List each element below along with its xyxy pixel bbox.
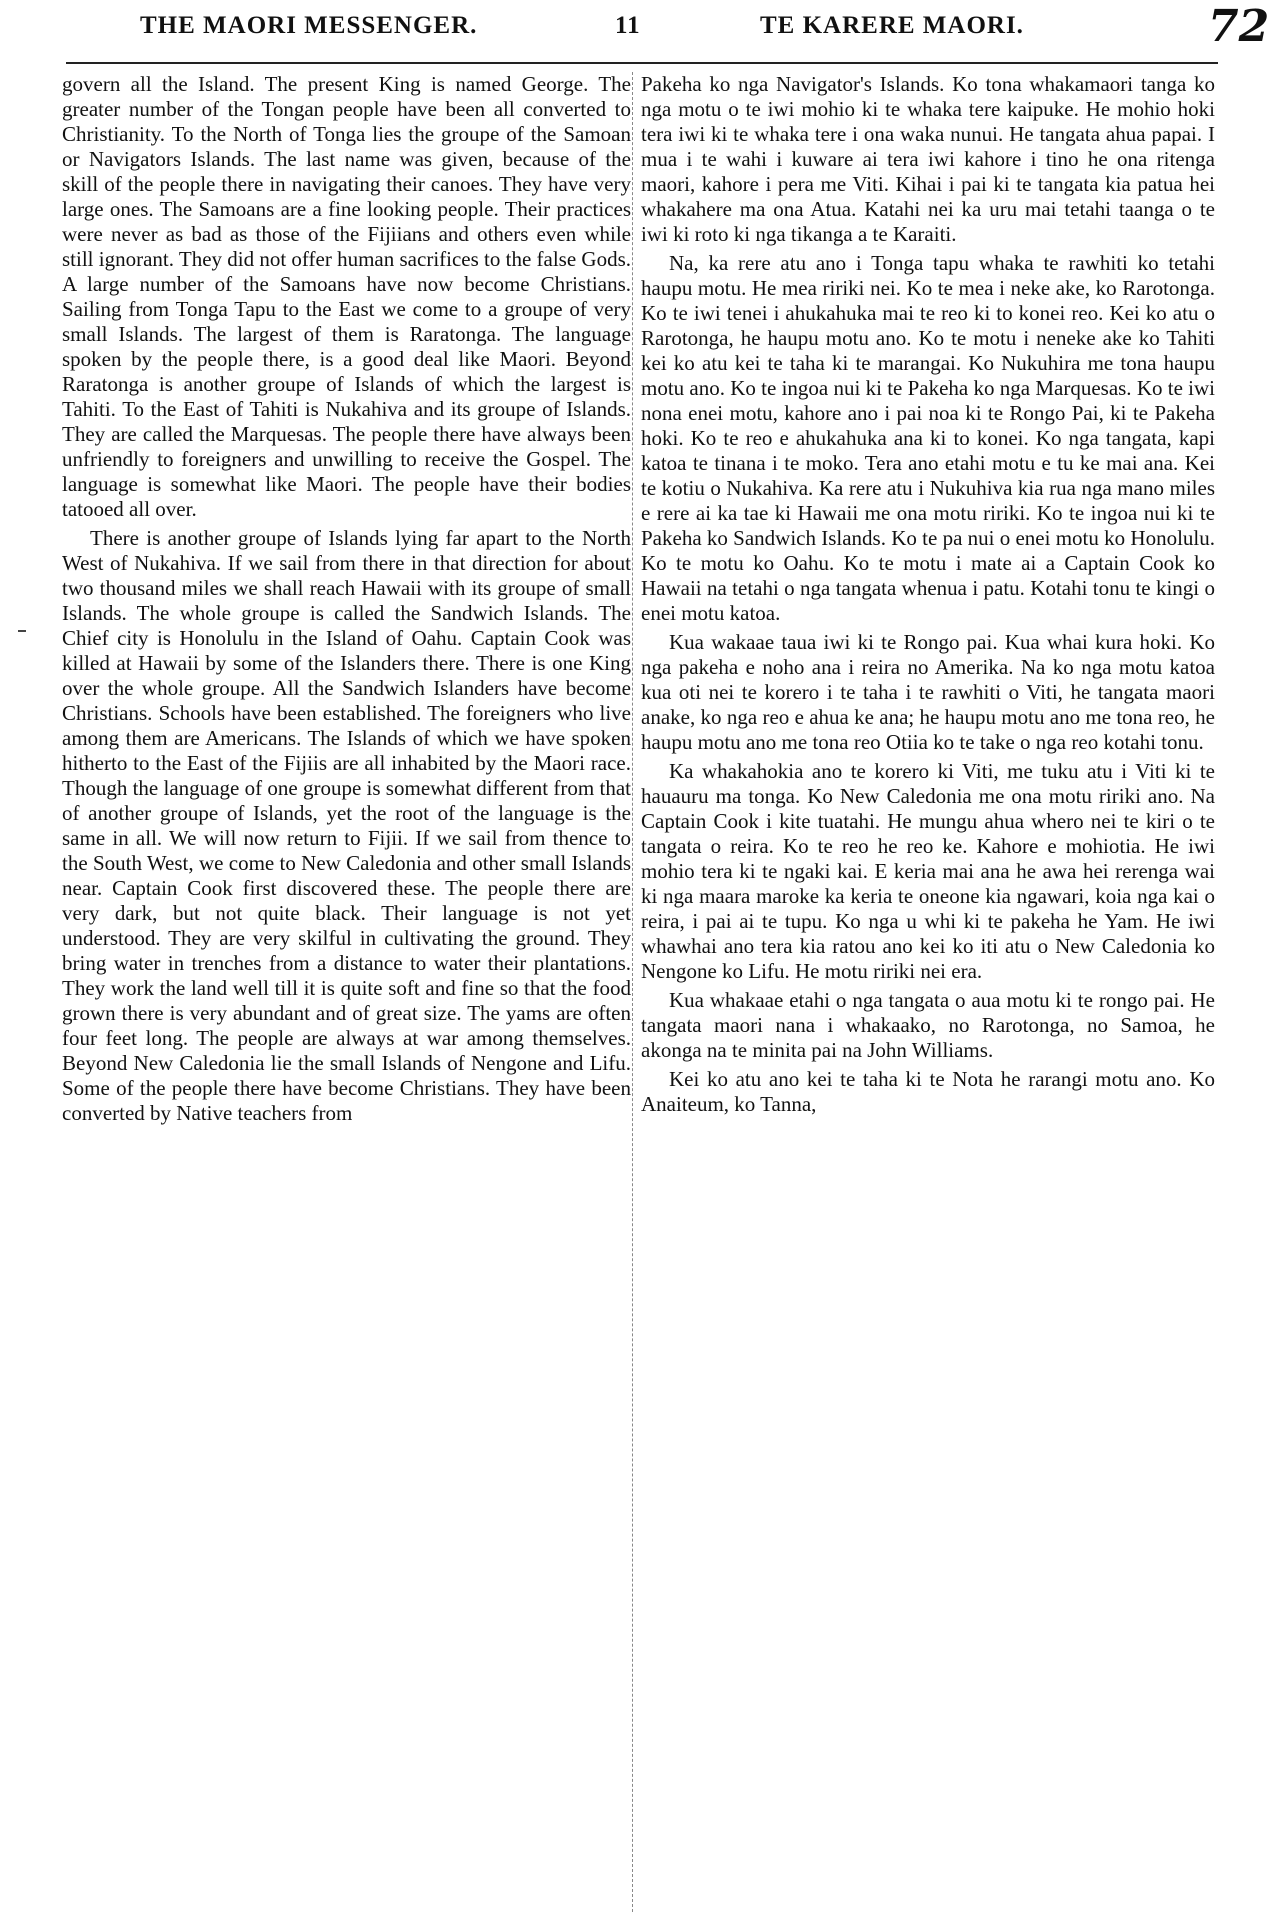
maori-paragraph: Kua whakaae etahi o nga tangata o aua motu ki te rongo pai. He tangata maori nana i whakaako, no Rarotonga, no Samoa, he akonga na te minita pai na John Williams. (641, 988, 1215, 1062)
maori-column (641, 72, 1215, 1117)
page-number: 11 (615, 12, 641, 39)
maori-paragraph: Pakeha ko nga Navigator's Islands. Ko tona whakamaori tanga ko nga motu o te iwi mohio ki te whaka tere kaipuke. He mohio hoki tera iwi ki te whaka tere i ona waka nunui. He tangata ahua papai. I mua i te wahi i kuware ai tera iwi kahore i tino he ona ritenga maori, kahore i pera me Viti. Kihai i pai ki te tangata kia patua hei whakahere ma ona Atua. Katahi nei ka uru mai tetahi taanga o te iwi ki roto ki nga tikanga a te Karaiti. (641, 72, 1215, 246)
maori-masthead-title: TE KARERE MAORI. (760, 12, 1024, 39)
handwritten-folio-number: 72 (1208, 1, 1270, 52)
margin-mark (18, 630, 26, 632)
maori-paragraph: Na, ka rere atu ano i Tonga tapu whaka te rawhiti ko tetahi haupu motu. He mea ririki nei. Ko te mea i neke ake, ko Rarotonga. Ko te iwi tenei i ahukahuka mai te reo ki to konei reo. Kei ko atu o Rarotonga, he haupu motu ano. Ko te motu i neneke ake ko Tahiti kei ko atu kei te taha ki te marangai. Ko Nukuhira me tona haupu motu ano. Ko te ingoa nui ki te Pakeha ko nga Marquesas. Ko te iwi nona enei motu, kahore ano i pai noa ki te Rongo Pai, ki te Pakeha hoki. Ko te reo e ahukahuka ana ki to konei. Ko nga tangata, kapi katoa te tinana i te moko. Tera ano etahi motu e tu ke mai ana. Kei te kotiu o Nukahiva. Ka rere atu i Nukuhiva kia rua nga mano miles e rere ai ka tae ki Hawaii me ona motu ririki. Ko te ingoa nui ki te Pakeha ko Sandwich Islands. Ko te pa nui o enei motu ko Honolulu. Ko te motu ko Oahu. Ko te motu i mate ai a Captain Cook ko Hawaii na tetahi o nga tangata whenua i patu. Kotahi tonu te kingi o enei motu katoa. (641, 251, 1215, 625)
maori-paragraph: Ka whakahokia ano te korero ki Viti, me tuku atu i Viti ki te hauauru ma tonga. Ko New Caledonia me ona motu ririki ano. Na Captain Cook i kite tuatahi. He mungu ahua whero nei te kiri o te tangata o reira. Ko te reo he reo ke. Kahore e mohiotia. He iwi mohio tera ki te ngaki kai. E keria mai ana he awa hei rerenga wai ki nga maara maroke ka keria te oneone kia ngawari, koia nga kai o reira, i pai ai te tupu. Ko nga u whi ki te pakeha he Yam. He iwi whawhai ano tera kia ratou ano kei ko iti atu o New Caledonia ko Nengone ko Lifu. He motu ririki nei era. (641, 759, 1215, 983)
maori-paragraph: Kua wakaae taua iwi ki te Rongo pai. Kua whai kura hoki. Ko nga pakeha e noho ana i reira no Amerika. Na ko nga motu katoa kua oti nei te korero i te taha i te rawhiti o Viti, he tangata maori anake, ko nga reo e ahua ke ana; he haupu motu ano me tona reo, he haupu motu ano me tona reo Otiia ko te take o nga reo kotahi tonu. (641, 630, 1215, 754)
maori-paragraph: Kei ko atu ano kei te taha ki te Nota he rarangi motu ano. Ko Anaiteum, ko Tanna, (641, 1067, 1215, 1116)
english-paragraph: There is another groupe of Islands lying far apart to the North West of Nukahiva. If we sail from there in that direction for about two thousand miles we shall reach Hawaii with its groupe of small Islands. The whole groupe is called the Sandwich Islands. The Chief city is Honolulu in the Island of Oahu. Captain Cook was killed at Hawaii by some of the Islanders there. There is one King over the whole groupe. All the Sandwich Islanders have become Christians. Schools have been established. The foreigners who live among them are Americans. The Islands of which we have spoken hitherto to the East of the Fijiis are all inhabited by the Maori race. Though the language of one groupe is somewhat different from that of another groupe of Islands, yet the root of the language is the same in all. We will now return to Fijii. If we sail from thence to the South West, we come to New Caledonia and other small Islands near. Captain Cook first discovered these. The people there are very dark, but not quite black. Their language is not yet understood. They are very skilful in cultivating the ground. They bring water in trenches from a distance to water their plantations. They work the land well till it is quite soft and fine so that the food grown there is very abundant and of great size. The yams are often four feet long. The people are always at war among themselves. Beyond New Caledonia lie the small Islands of Nengone and Lifu. Some of the people there have become Christians. They have been converted by Native teachers from (62, 526, 631, 1125)
header-rule (66, 62, 1218, 64)
column-divider (632, 72, 633, 1912)
english-column (62, 72, 631, 1126)
page-header (60, 1, 1270, 60)
english-masthead-title: THE MAORI MESSENGER. (140, 12, 478, 39)
english-paragraph: govern all the Island. The present King is named George. The greater number of the Tongan people have been all converted to Christianity. To the North of Tonga lies the groupe of the Samoan or Navigators Islands. The last name was given, because of the skill of the people there in navigating their canoes. They have very large ones. The Samoans are a fine looking people. Their practices were never as bad as those of the Fijiians and others even while still ignorant. They did not offer human sacrifices to the false Gods. A large number of the Samoans have now become Christians. Sailing from Tonga Tapu to the East we come to a groupe of very small Islands. The largest of them is Raratonga. The language spoken by the people there, is a good deal like Maori. Beyond Raratonga is another groupe of Islands of which the largest is Tahiti. To the East of Tahiti is Nukahiva and its groupe of Islands. They are called the Marquesas. The people there have always been unfriendly to foreigners and unwilling to receive the Gospel. The language is somewhat like Maori. The people have their bodies tatooed all over. (62, 72, 632, 521)
